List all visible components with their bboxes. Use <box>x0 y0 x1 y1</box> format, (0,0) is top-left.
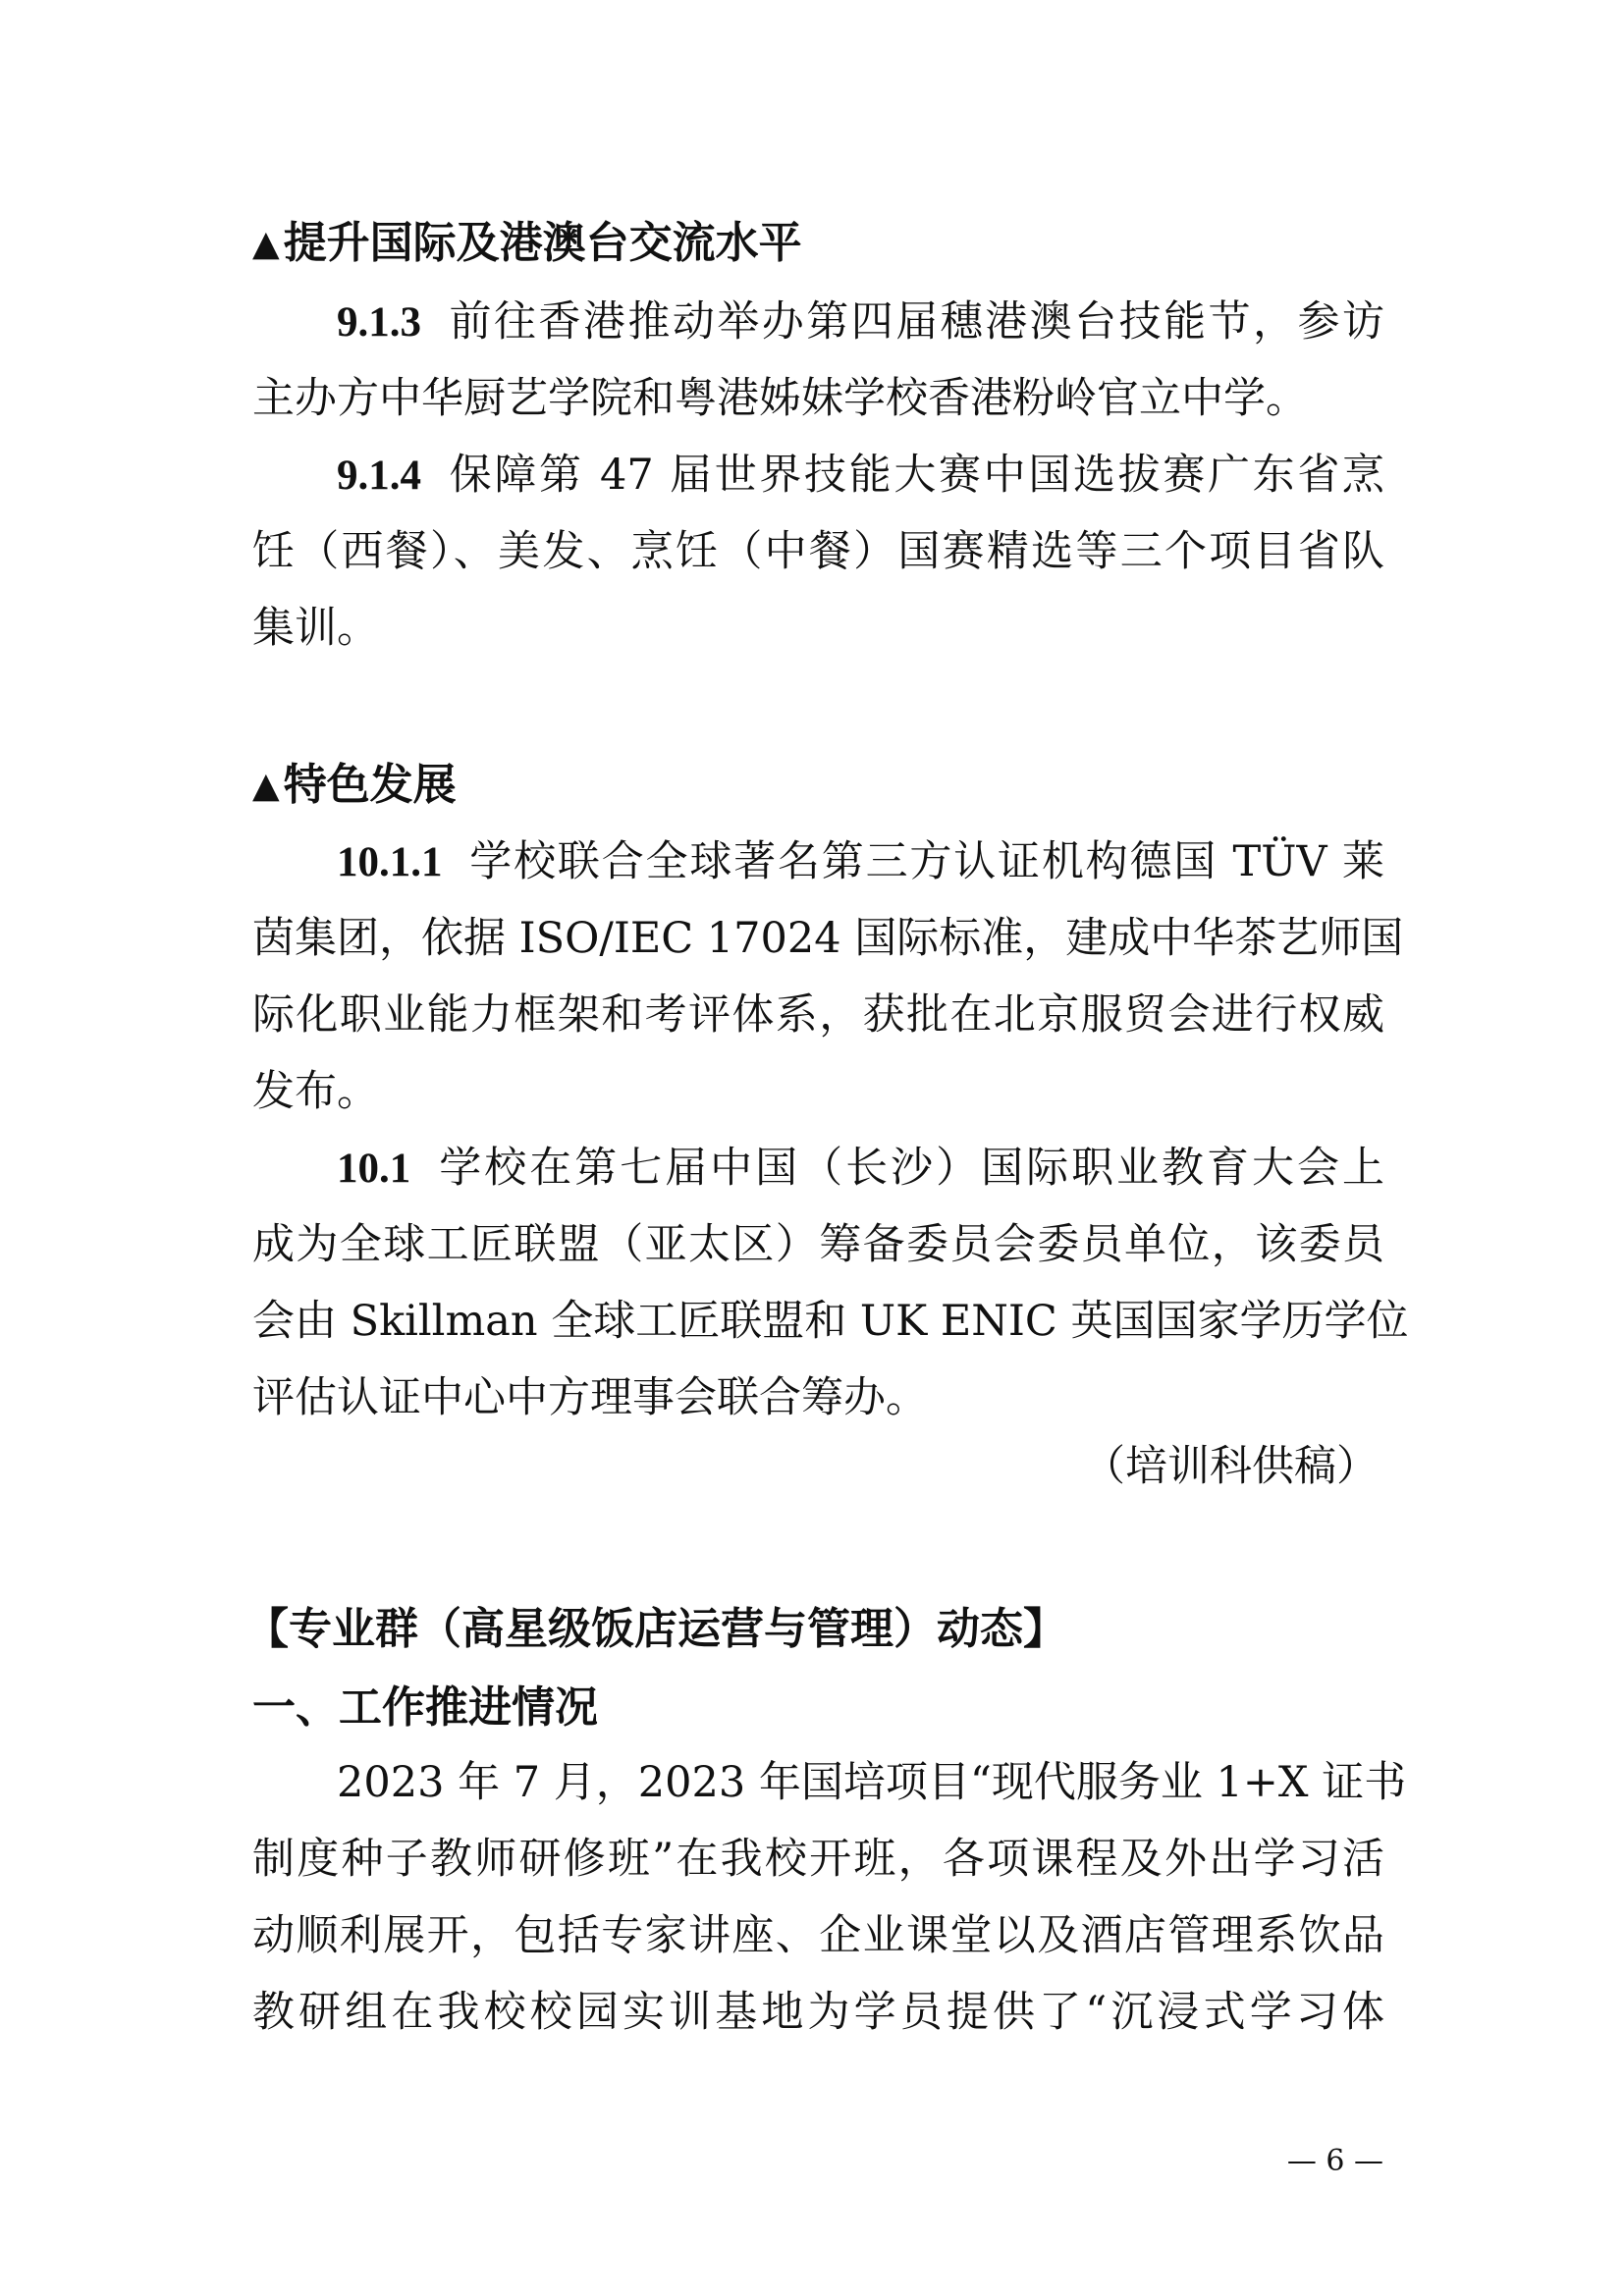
page-number: — 6 — <box>1286 2144 1383 2178</box>
item-9-1-4-line-1 <box>337 446 1384 505</box>
paragraph-line-3: 动顺利展开，包括专家讲座、企业课堂以及酒店管理系饮品 <box>252 1911 1384 1960</box>
triangle-bullet-icon: ▲ <box>252 224 280 264</box>
item-9-1-4-line-3: 集训。 <box>252 604 379 653</box>
triangle-bullet-icon: ▲ <box>252 766 280 806</box>
paragraph-line-4: 教研组在我校校园实训基地为学员提供了“沉浸式学习体 <box>252 1988 1384 2037</box>
item-10-1-1-line-3: 际化职业能力框架和考评体系，获批在北京服贸会进行权威 <box>252 990 1384 1040</box>
item-10-1-line-1 <box>337 1139 1384 1198</box>
section-heading-exchange-text: 提升国际及港澳台交流水平 <box>283 218 802 268</box>
section-heading-exchange <box>252 214 802 273</box>
item-9-1-3-line-1 <box>337 293 1384 351</box>
item-10-1-line-3: 会由 Skillman 全球工匠联盟和 UK ENIC 英国国家学历学位 <box>252 1297 1409 1346</box>
item-10-1-line-4: 评估认证中心中方理事会联合筹办。 <box>252 1373 928 1422</box>
line-text: 保障第 47 届世界技能大赛中国选拔赛广东省烹 <box>447 451 1384 500</box>
item-10-1-1-line-1 <box>337 832 1384 891</box>
item-number: 10.1.1 <box>337 839 443 885</box>
item-10-1-line-2: 成为全球工匠联盟（亚太区）筹备委员会委员单位，该委员 <box>252 1220 1384 1269</box>
item-9-1-3-line-2: 主办方中华厨艺学院和粤港姊妹学校香港粉岭官立中学。 <box>252 374 1308 423</box>
paragraph-line-2: 制度种子教师研修班”在我校开班，各项课程及外出学习活 <box>252 1835 1384 1884</box>
section-heading-featured <box>252 756 457 815</box>
line-text: 学校联合全球著名第三方认证机构德国 TÜV 莱 <box>467 837 1384 886</box>
specialty-group-heading: 【专业群（高星级饭店运营与管理）动态】 <box>245 1604 1066 1654</box>
item-10-1-1-line-2: 茵集团，依据 ISO/IEC 17024 国际标准，建成中华茶艺师国 <box>252 914 1404 963</box>
subsection-heading: 一、工作推进情况 <box>252 1682 598 1733</box>
item-number: 9.1.3 <box>337 299 421 346</box>
item-number: 10.1 <box>337 1146 411 1192</box>
paragraph-line-1: 2023 年 7 月，2023 年国培项目“现代服务业 1+X 证书 <box>337 1758 1407 1807</box>
source-credit: （培训科供稿） <box>1083 1442 1379 1491</box>
item-number: 9.1.4 <box>337 453 421 499</box>
line-text: 学校在第七届中国（长沙）国际职业教育大会上 <box>436 1144 1384 1193</box>
item-10-1-1-line-4: 发布。 <box>252 1067 379 1116</box>
section-heading-featured-text: 特色发展 <box>283 760 457 810</box>
line-text: 前往香港推动举办第四届穗港澳台技能节，参访 <box>447 297 1384 347</box>
item-9-1-4-line-2: 饪（西餐）、美发、烹饪（中餐）国赛精选等三个项目省队 <box>252 527 1384 576</box>
